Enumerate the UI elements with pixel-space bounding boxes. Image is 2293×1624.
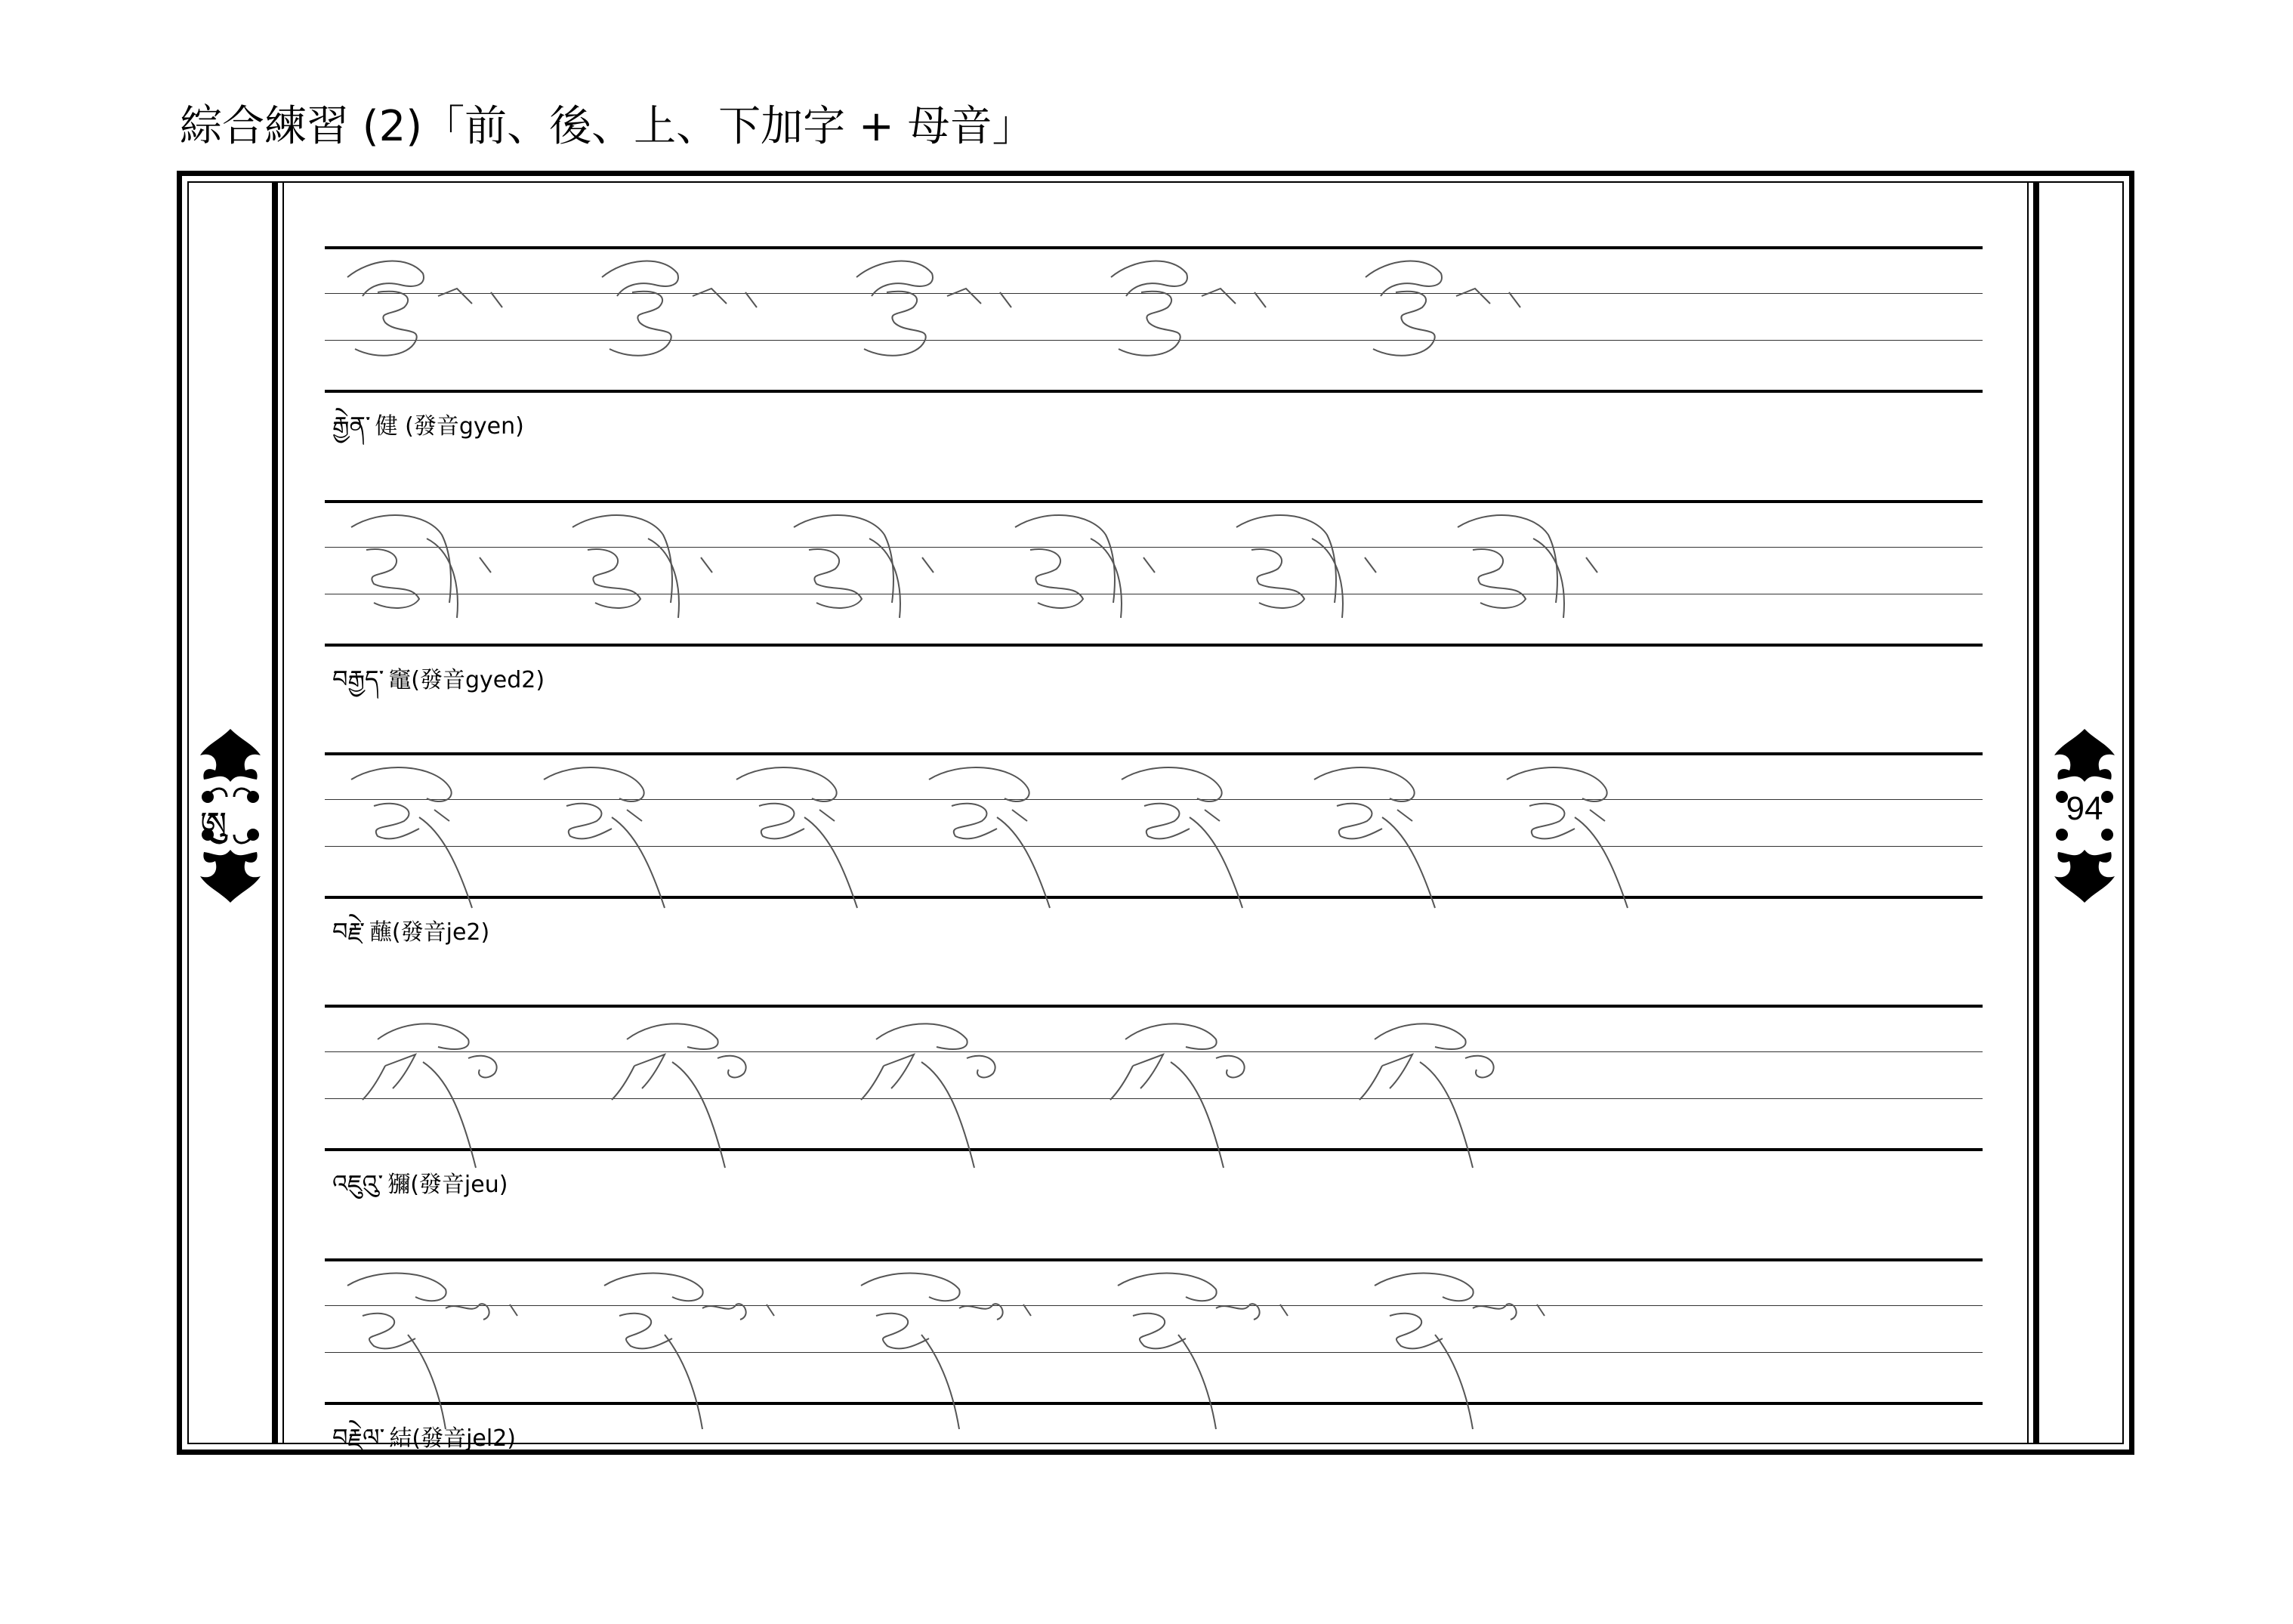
tibetan-trace-icon xyxy=(1350,251,1547,425)
tracing-glyph xyxy=(853,1009,1050,1186)
tracing-glyph xyxy=(1352,1009,1548,1186)
tracing-glyph xyxy=(1000,505,1196,681)
row-caption xyxy=(332,1157,508,1225)
tibetan-trace-icon xyxy=(1359,1263,1556,1437)
tibetan-trace-icon xyxy=(1103,1009,1299,1183)
tracing-glyph xyxy=(914,757,1110,934)
tracing-glyph xyxy=(779,505,975,681)
tibetan-trace-icon xyxy=(589,1263,785,1437)
tracing-glyph xyxy=(1106,757,1303,934)
tracing-glyph xyxy=(1350,251,1547,428)
tibetan-trace-icon xyxy=(1106,757,1303,931)
row-caption xyxy=(332,905,489,973)
row-top-rule xyxy=(325,1005,1983,1008)
tracing-glyph xyxy=(841,251,1038,428)
tibetan-trace-icon xyxy=(1352,1009,1548,1183)
tibetan-trace-icon xyxy=(587,251,783,425)
tibetan-word: འཇུའུ་ xyxy=(332,1169,384,1198)
tracing-glyph xyxy=(721,757,918,934)
tracing-glyph xyxy=(587,251,783,428)
right-margin-rule-thin xyxy=(2027,181,2029,1444)
row-caption xyxy=(332,653,545,721)
tibetan-word: བརྗེལ་ xyxy=(332,1423,385,1452)
pronunciation-label: 蘸(發音je2) xyxy=(369,919,490,946)
tracing-glyph xyxy=(1103,1009,1299,1186)
tibetan-trace-icon xyxy=(846,1263,1042,1437)
tracing-glyph xyxy=(529,757,725,934)
tracing-glyph xyxy=(1103,1263,1299,1440)
tibetan-trace-icon xyxy=(604,1009,801,1183)
tibetan-trace-icon xyxy=(1103,1263,1299,1437)
tracing-glyph xyxy=(557,505,754,681)
tracing-glyph xyxy=(604,1009,801,1186)
row-top-rule xyxy=(325,752,1983,755)
pronunciation-label: 結(發音jel2) xyxy=(389,1425,516,1452)
tracing-glyph xyxy=(846,1263,1042,1440)
tracing-glyph xyxy=(1299,757,1495,934)
left-margin-rule xyxy=(272,181,278,1444)
tibetan-trace-icon xyxy=(914,757,1110,931)
row-top-rule xyxy=(325,500,1983,503)
row-caption xyxy=(332,399,524,467)
row-top-rule xyxy=(325,246,1983,249)
edge-glyph: ཨུ xyxy=(200,805,227,844)
page-number: 94 xyxy=(2066,790,2103,827)
tibetan-trace-icon xyxy=(1221,505,1418,678)
tracing-glyph xyxy=(1359,1263,1556,1440)
tibetan-trace-icon xyxy=(1492,757,1688,931)
tibetan-word: བརྗེ་ xyxy=(332,917,365,946)
tibetan-trace-icon xyxy=(841,251,1038,425)
tracing-glyph xyxy=(589,1263,785,1440)
tibetan-word: རྒྱེན་ xyxy=(332,411,371,440)
tibetan-trace-icon xyxy=(1443,505,1639,678)
row-caption xyxy=(332,1411,516,1479)
page-title: 綜合練習 (2)「前、後、上、下加字 + 母音」 xyxy=(180,102,1035,151)
tibetan-trace-icon xyxy=(721,757,918,931)
tracing-glyph xyxy=(1096,251,1292,428)
tibetan-trace-icon xyxy=(1096,251,1292,425)
row-top-rule xyxy=(325,1258,1983,1261)
tibetan-trace-icon xyxy=(1000,505,1196,678)
tibetan-trace-icon xyxy=(1299,757,1495,931)
pronunciation-label: 竈(發音gyed2) xyxy=(388,667,545,693)
pronunciation-label: 獼(發音jeu) xyxy=(387,1172,508,1198)
right-margin-rule xyxy=(2033,181,2039,1444)
left-margin-rule-thin xyxy=(282,181,284,1444)
tibetan-trace-icon xyxy=(779,505,975,678)
tracing-glyph xyxy=(1221,505,1418,681)
tibetan-trace-icon xyxy=(557,505,754,678)
tibetan-trace-icon xyxy=(853,1009,1050,1183)
pronunciation-label: 健 (發音gyen) xyxy=(375,413,524,440)
tracing-glyph xyxy=(1443,505,1639,681)
tibetan-word: བརྒྱད་ xyxy=(332,665,384,693)
tibetan-trace-icon xyxy=(529,757,725,931)
tracing-glyph xyxy=(1492,757,1688,934)
